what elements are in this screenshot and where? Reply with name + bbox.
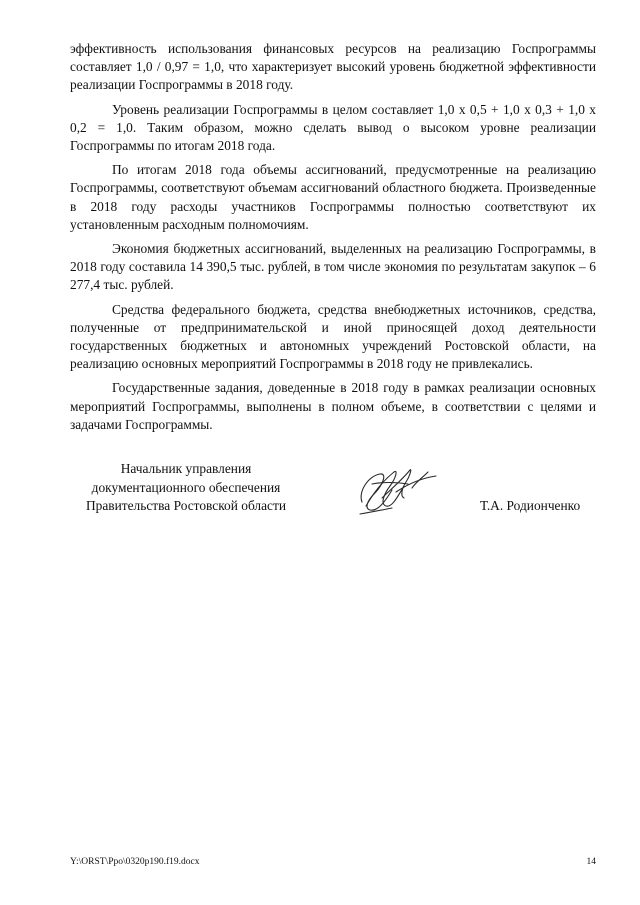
paragraph-budget-efficiency: эффективность использования финансовых ресурсов на реализацию Госпрограммы составляет 1,0 / 0,97 = 1,0, что характеризует высокий уровень бюджетной эффективности реализации Госпрограммы в 2018 году. <box>70 41 596 93</box>
paragraph-savings: Экономия бюджетных ассигнований, выделенных на реализацию Госпрограммы, в 2018 году составила 14 390,5 тыс. рублей, в том числе экономия по результатам закупок – 6 277,4 тыс. рублей. <box>70 241 596 293</box>
position-line-3: Правительства Ростовской области <box>85 498 287 513</box>
position-line-2: документационного обеспечения <box>91 479 281 495</box>
footer-file-path: Y:\ORST\Ppo\0320p190.f19.docx <box>70 857 200 867</box>
paragraph-allocations: По итогам 2018 года объемы ассигнований, предусмотренные на реализацию Госпрограммы, соответствуют объемам ассигнований областного бюджета. Произведенные в 2018 году расходы участников Госпрограммы полностью соответствуют их установленным расходным полномочиям. <box>70 162 596 232</box>
signer-name: Т.А. Родионченко <box>480 498 581 513</box>
signatory-position <box>66 460 306 516</box>
paragraph-state-assignments: Государственные задания, доведенные в 2018 году в рамках реализации основных мероприятий Госпрограммы, выполнены в полном объеме, в соответствии с целями и задачами Госпрограммы. <box>70 380 596 432</box>
document-body <box>70 40 596 440</box>
page-number: 14 <box>586 857 596 867</box>
paragraph-implementation-level: Уровень реализации Госпрограммы в целом составляет 1,0 х 0,5 + 1,0 х 0,3 + 1,0 х 0,2 = 1,0. Таким образом, можно сделать вывод о высоком уровне реализации Госпрограммы по итогам 2018 года. <box>70 101 596 154</box>
position-line-1: Начальник управления <box>120 461 252 476</box>
paragraph-federal-funds: Средства федерального бюджета, средства внебюджетных источников, средства, полученные от предпринимательской и иной приносящей доход деятельности государственных бюджетных и автономных учреждений Ростовской области, на реализацию основных мероприятий Госпрограммы в 2018 году не привлекались. <box>70 301 596 372</box>
signature-icon <box>352 462 440 524</box>
